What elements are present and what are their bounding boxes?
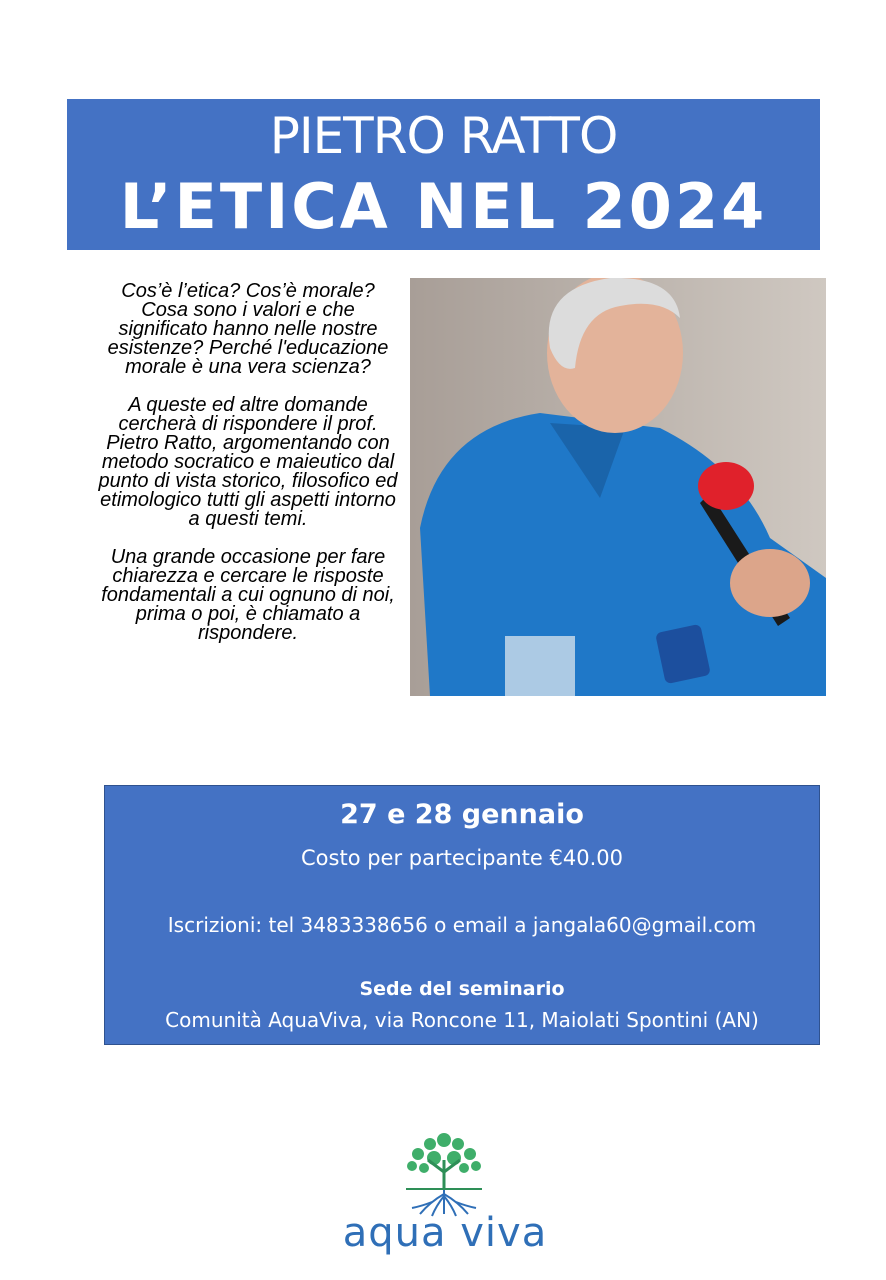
speaker-photo — [410, 278, 826, 696]
registration-info: Iscrizioni: tel 3483338656 o email a jangala60@gmail.com — [167, 913, 757, 937]
event-cost: Costo per partecipante €40.00 — [301, 846, 623, 870]
intro-paragraph: Una grande occasione per fare chiarezza e cercare le risposte fondamentali a cui ognuno di noi, prima o poi, è chiamato a rispondere. — [101, 546, 395, 644]
tree-icon — [402, 1130, 486, 1218]
title-banner — [67, 99, 820, 250]
venue-address: Comunità AquaViva, via Roncone 11, Maiolati Spontini (AN) — [165, 1008, 759, 1032]
event-title: L’ETICA NEL 2024 — [119, 170, 768, 243]
speaker-name: PIETRO RATTO — [269, 107, 618, 165]
aqua-viva-logo — [340, 1130, 550, 1260]
venue-label: Sede del seminario — [359, 978, 565, 1000]
intro-text — [98, 282, 398, 662]
logo-wordmark: aqua viva — [342, 1210, 548, 1256]
intro-paragraph: A queste ed altre domande cercherà di rispondere il prof. Pietro Ratto, argomentando con metodo socratico e maieutico dal punto di vista storico, filosofico ed etimologico tutti gli aspetti intorno a questi temi. — [98, 394, 398, 530]
intro-paragraph: Cos’è l’etica? Cos’è morale? Cosa sono i valori e che significato hanno nelle nostre esistenze? Perché l'educazione morale è una vera scienza? — [107, 280, 389, 378]
speaker-photo-illustration — [410, 278, 826, 696]
event-dates: 27 e 28 gennaio — [340, 799, 584, 830]
event-info-box — [104, 785, 820, 1045]
